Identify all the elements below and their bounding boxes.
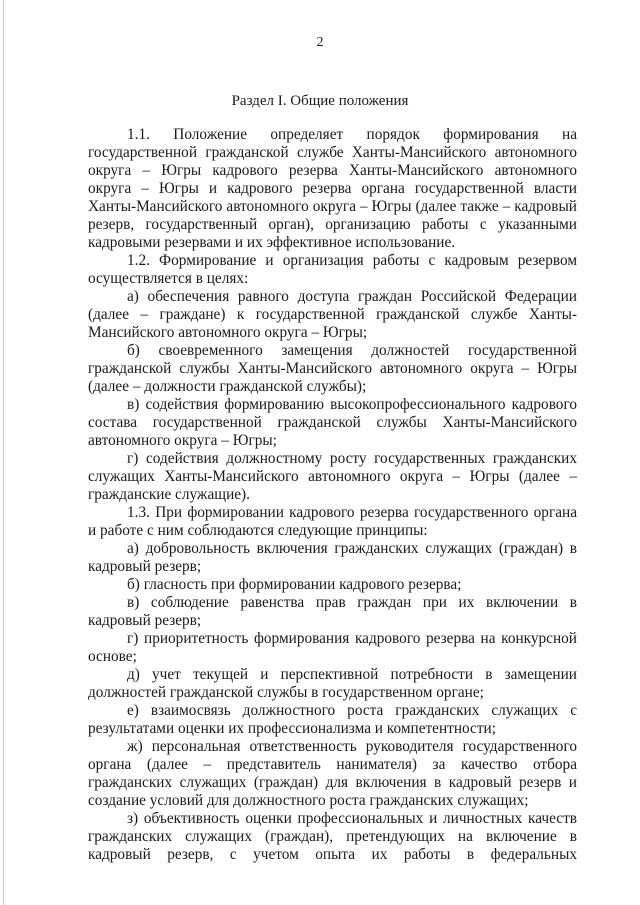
paragraph-1-1: 1.1. Положение определяет порядок формирования на государственной гражданской службе Ханты-Мансийского автономного округа – Югры кадрового резерва Ханты-Мансийского автономного округа – Югры и кадрового резерва органа государственной власти Ханты-Мансийского автономного округа – Югры (далее также – кадровый резерв, государственный орган), организацию работы с указанными кадровыми резервами и их эффективное использование. xyxy=(88,126,577,251)
paragraph-1-3-e: е) взаимосвязь должностного роста гражданских служащих с результатами оценки их профессионализма и компетентности; xyxy=(88,702,577,737)
section-title: Раздел I. Общие положения xyxy=(231,93,409,109)
paragraph-1-3-zh: ж) персональная ответственность руководителя государственного органа (далее – представитель нанимателя) за качество отбора гражданских служащих (граждан) для включения в кадровый резерв и создание условий для должностного роста гражданских служащих; xyxy=(88,738,577,809)
page-number: 2 xyxy=(316,35,324,50)
paragraph-1-3: 1.3. При формировании кадрового резерва государственного органа и работе с ним соблюдаются следующие принципы: xyxy=(88,504,577,539)
paragraph-1-2-a: а) обеспечения равного доступа граждан Российской Федерации (далее – граждане) к государственной гражданской службе Ханты-Мансийского автономного округа – Югры; xyxy=(88,288,577,341)
paragraph-1-3-b: б) гласность при формировании кадрового резерва; xyxy=(127,576,462,593)
page-left-edge xyxy=(3,0,4,905)
paragraph-1-2-g: г) содействия должностному росту государственных гражданских служащих Ханты-Мансийского автономного округа – Югры (далее – гражданские служащие). xyxy=(88,450,577,503)
paragraph-1-3-a: а) добровольность включения гражданских служащих (граждан) в кадровый резерв; xyxy=(88,540,577,575)
paragraph-1-2-v: в) содействия формированию высокопрофессионального кадрового состава государственной гражданской службы Ханты-Мансийского автономного округа – Югры; xyxy=(88,396,577,449)
paragraph-1-2: 1.2. Формирование и организация работы с кадровым резервом осуществляется в целях: xyxy=(88,252,577,287)
paragraph-1-2-b: б) своевременного замещения должностей государственной гражданской службы Ханты-Мансийского автономного округа – Югры (далее – должности гражданской службы); xyxy=(88,342,577,395)
paragraph-1-3-z: з) объективность оценки профессиональных и личностных качеств гражданских служащих (граждан), претендующих на включение в кадровый резерв, с учетом опыта их работы в федеральных xyxy=(88,810,577,863)
paragraph-1-3-v: в) соблюдение равенства прав граждан при их включении в кадровый резерв; xyxy=(88,594,577,629)
paragraph-1-3-g: г) приоритетность формирования кадрового резерва на конкурсной основе; xyxy=(88,630,577,665)
document-body xyxy=(88,126,577,864)
paragraph-1-3-d: д) учет текущей и перспективной потребности в замещении должностей гражданской службы в государственном органе; xyxy=(88,666,577,701)
